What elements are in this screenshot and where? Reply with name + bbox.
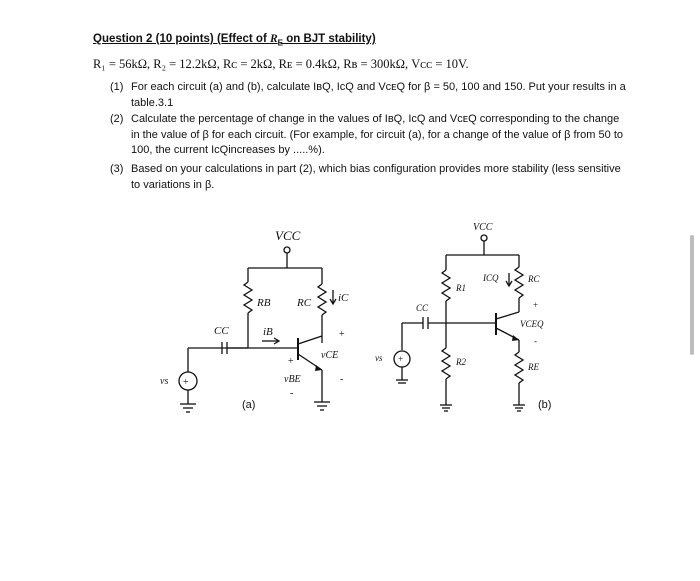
cc-label: CC bbox=[214, 325, 229, 337]
source-plus: + bbox=[183, 377, 189, 388]
ib-label: iB bbox=[263, 326, 273, 338]
parameter-values: R₁ = 56kΩ, R₂ = 12.2kΩ, Rᴄ = 2kΩ, Rᴇ = 0.4kΩ, Rʙ = 300kΩ, Vᴄᴄ = 10V. bbox=[93, 57, 469, 71]
scrollbar[interactable] bbox=[690, 235, 694, 355]
r1-label: R1 bbox=[456, 283, 466, 293]
ic-label: iC bbox=[338, 292, 349, 304]
item-text: Based on your calculations in part (2), which bias configuration provides more stability (less sensitive to variations in β. bbox=[131, 163, 621, 191]
item-text: For each circuit (a) and (b), calculate IʙQ, IᴄQ and VᴄᴇQ for β = 50, 100 and 150. Put your results in a table.3.1 bbox=[131, 81, 626, 109]
circuit-b-label: (b) bbox=[538, 399, 552, 411]
r2-label: R2 bbox=[456, 357, 466, 367]
vbe-plus: + bbox=[288, 356, 294, 367]
question-title: Question 2 (10 points) (Effect of $R_E$ on BJT stability) bbox=[93, 33, 376, 48]
vbe-label: vBE bbox=[284, 374, 301, 385]
vce-label: vCE bbox=[321, 350, 339, 361]
vceq-label: VCEQ bbox=[520, 319, 544, 329]
vs-label: vs bbox=[160, 376, 169, 387]
vce-minus: - bbox=[340, 374, 344, 385]
vs-label: vs bbox=[375, 353, 383, 363]
vce-plus: + bbox=[339, 329, 345, 340]
vceq-plus: + bbox=[533, 300, 539, 310]
circuit-a-label: (a) bbox=[242, 399, 256, 411]
item-number: (1) bbox=[110, 81, 124, 93]
icq-label: ICQ bbox=[483, 273, 499, 283]
vcc-label: VCC bbox=[473, 222, 493, 233]
cc-label: CC bbox=[416, 303, 429, 313]
rc-label: RC bbox=[297, 297, 312, 309]
source-plus: + bbox=[398, 354, 404, 364]
rc-label: RC bbox=[528, 274, 540, 284]
vbe-minus: - bbox=[290, 388, 294, 399]
re-label: RE bbox=[528, 362, 539, 372]
item-number: (2) bbox=[110, 113, 124, 125]
item-text: Calculate the percentage of change in the values of IʙQ, IᴄQ and VᴄᴇQ corresponding to the change in the value of β for each circuit. (For example, for circuit (a), for a change of the value of β from 50 to 100, the current IᴄQincreases by .....%). bbox=[131, 113, 623, 156]
vcc-label: VCC bbox=[275, 228, 301, 243]
rb-label: RB bbox=[257, 297, 271, 309]
item-number: (3) bbox=[110, 163, 124, 175]
vceq-minus: - bbox=[534, 336, 537, 346]
